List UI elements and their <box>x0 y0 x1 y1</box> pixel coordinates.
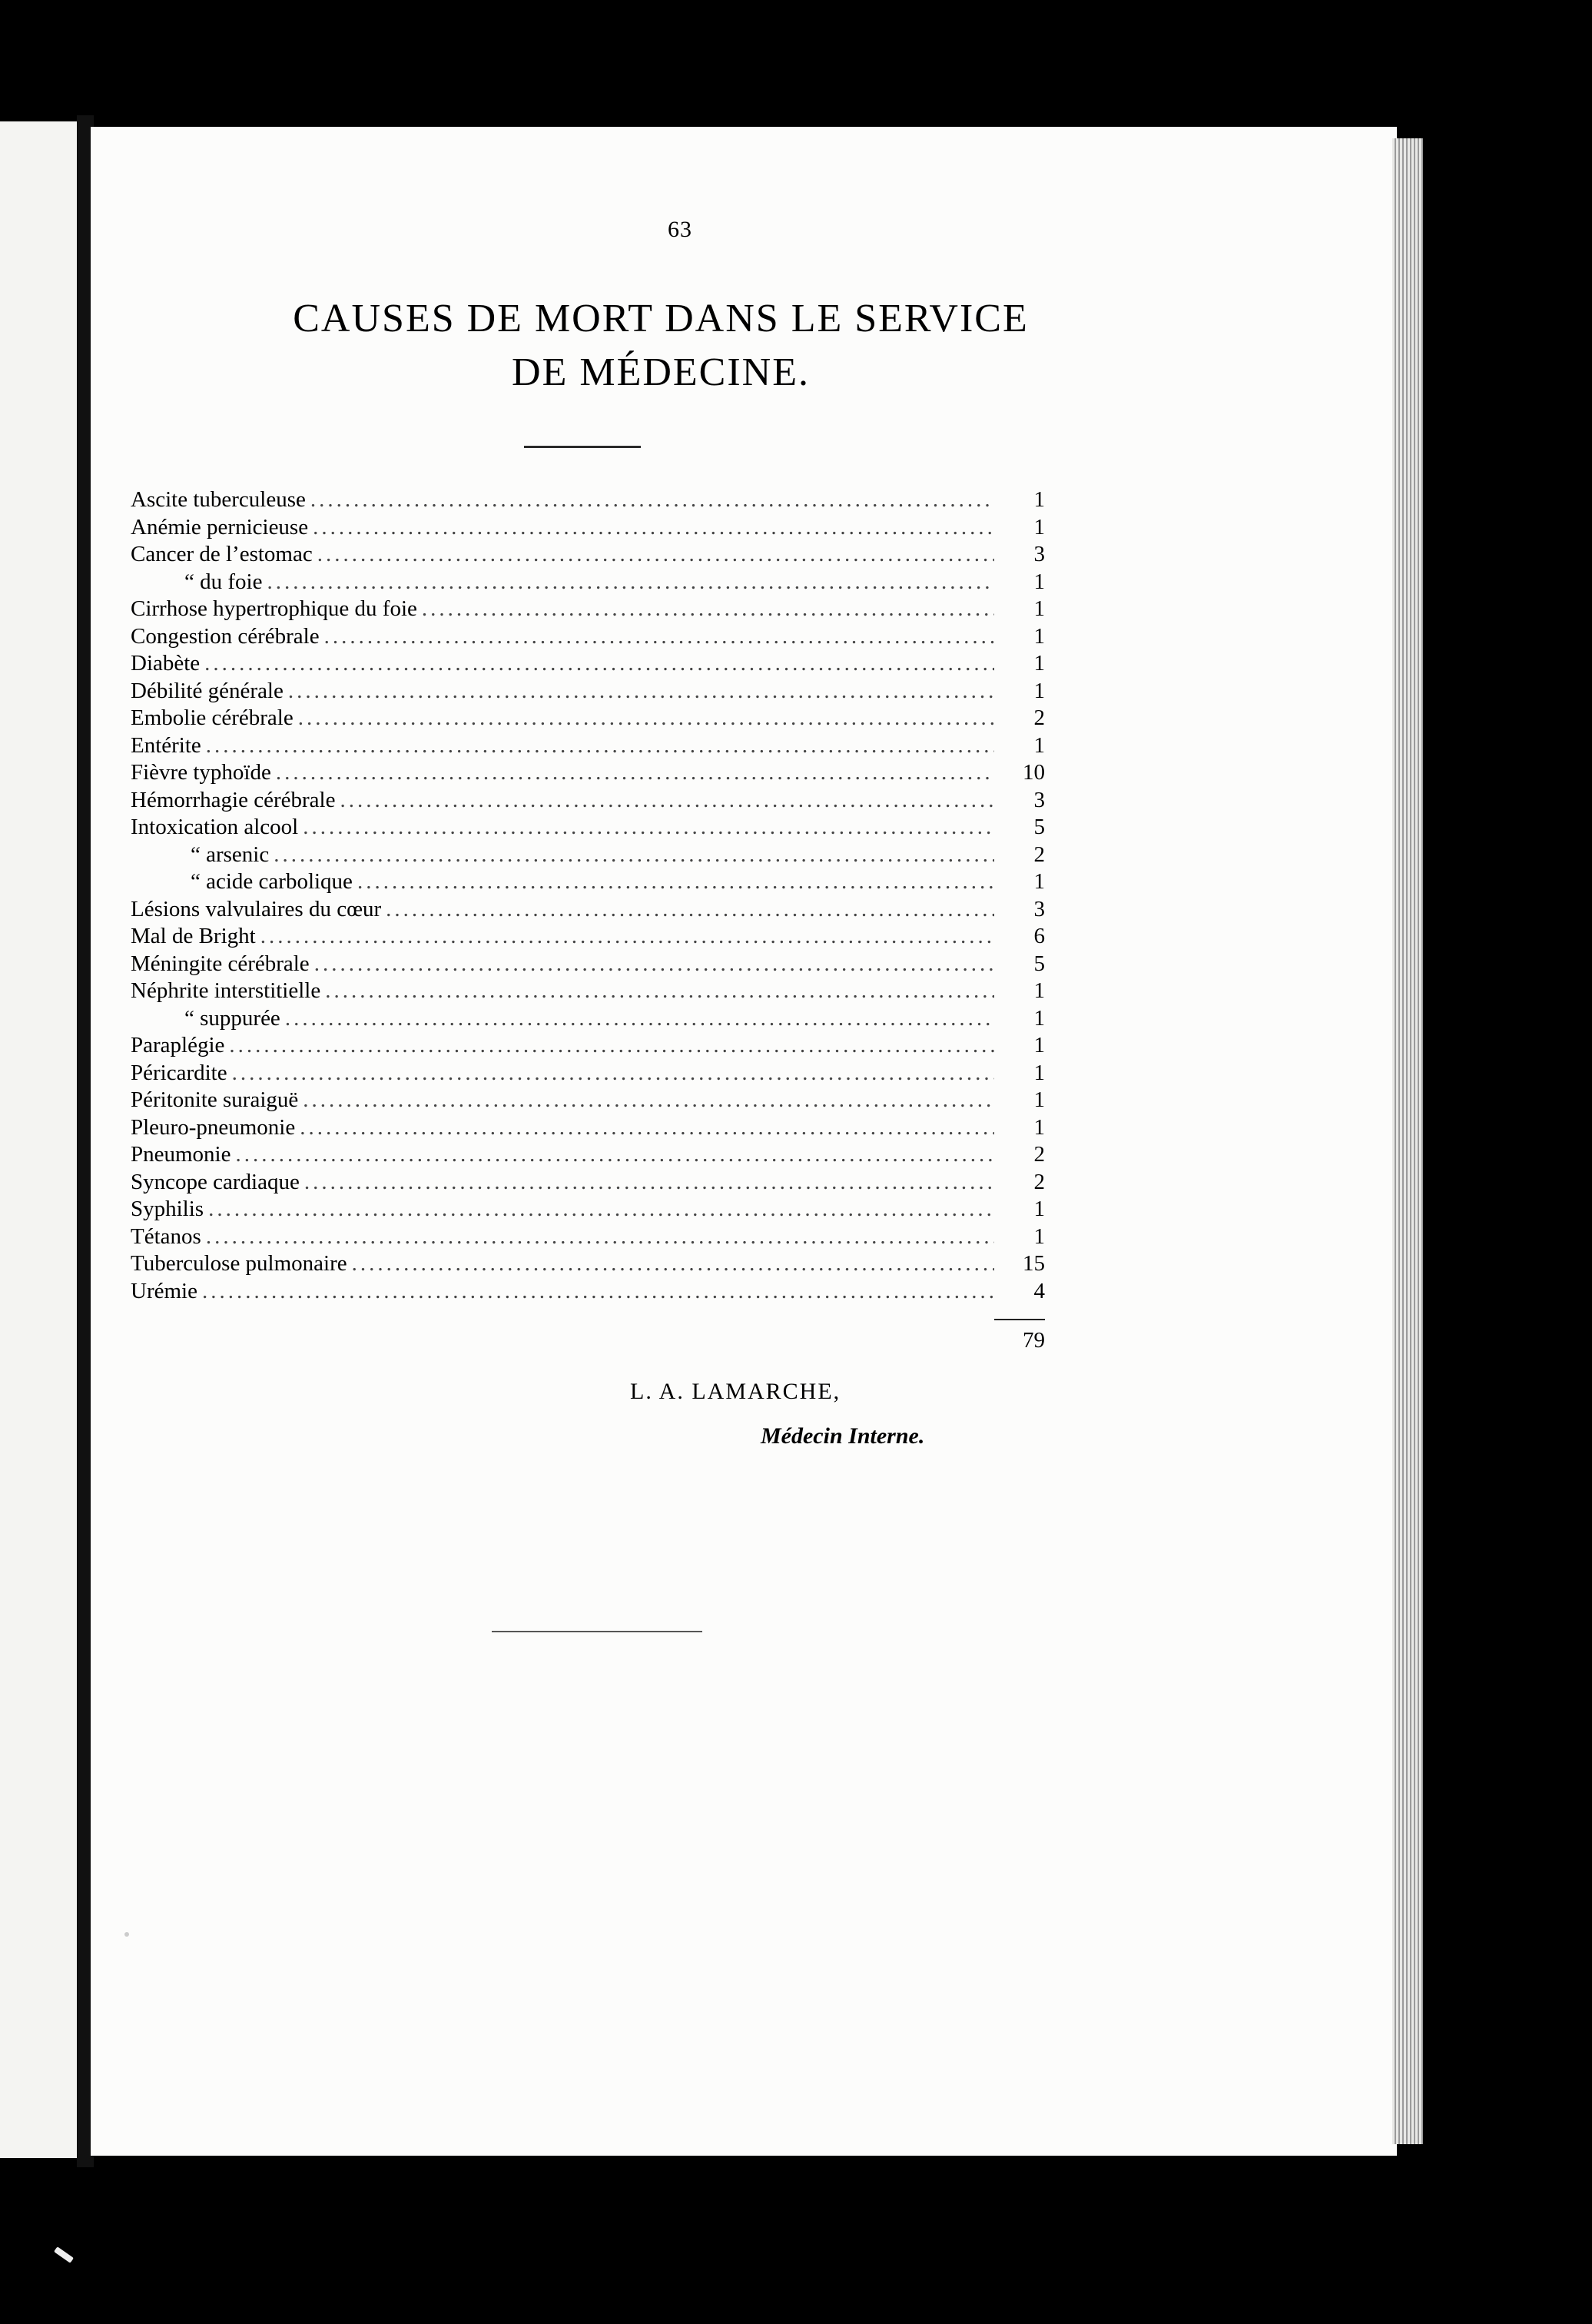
list-item <box>131 1197 1045 1224</box>
entry-label: Fièvre typhoïde <box>131 760 271 785</box>
dot-leader <box>324 624 994 649</box>
entry-count: 1 <box>1033 596 1045 621</box>
dot-leader <box>340 788 994 813</box>
dot-leader <box>303 1087 994 1113</box>
dot-leader <box>298 706 994 731</box>
list-item <box>131 869 1045 897</box>
sum-rule <box>994 1319 1045 1320</box>
dot-leader <box>422 596 994 622</box>
page-number: 63 <box>668 217 692 242</box>
entry-label: Syphilis <box>131 1197 204 1221</box>
list-item <box>131 733 1045 761</box>
entry-count: 1 <box>1033 869 1045 894</box>
entry-count: 1 <box>1033 1005 1045 1031</box>
list-item <box>131 1087 1045 1115</box>
entry-count: 1 <box>1033 569 1045 594</box>
dot-leader <box>204 651 994 676</box>
facing-page-edge <box>0 121 77 2158</box>
list-item <box>131 760 1045 788</box>
entry-count: 1 <box>1033 1060 1045 1085</box>
list-item <box>131 1279 1045 1306</box>
list-item <box>131 651 1045 679</box>
dot-leader <box>314 951 994 977</box>
entry-count: 2 <box>1033 842 1045 867</box>
dot-leader <box>274 842 994 868</box>
entry-count: 10 <box>1023 760 1045 785</box>
signature-role: Médecin Interne. <box>761 1423 925 1449</box>
dot-leader <box>313 515 994 540</box>
entry-count: 1 <box>1033 678 1045 703</box>
list-item <box>131 924 1045 951</box>
list-item <box>131 679 1045 706</box>
entry-label: Ascite tuberculeuse <box>131 487 306 512</box>
entry-label: Méningite cérébrale <box>131 951 310 976</box>
entry-count: 2 <box>1033 1169 1045 1194</box>
entry-count: 1 <box>1033 1087 1045 1112</box>
entry-label: Péritonite suraiguë <box>131 1087 299 1112</box>
dot-leader <box>206 1224 994 1250</box>
list-item <box>131 815 1045 842</box>
dot-leader <box>260 924 994 949</box>
entry-count: 1 <box>1033 978 1045 1003</box>
total-count: 79 <box>1023 1328 1045 1353</box>
title-divider <box>524 446 641 448</box>
entry-count: 1 <box>1033 1197 1045 1221</box>
dot-leader <box>208 1197 994 1222</box>
entry-count: 1 <box>1033 487 1045 512</box>
entry-label: Anémie pernicieuse <box>131 514 309 540</box>
list-item <box>131 487 1045 515</box>
entry-label: Paraplégie <box>131 1033 225 1057</box>
entry-count: 6 <box>1033 924 1045 948</box>
entry-label: Tétanos <box>131 1223 201 1249</box>
entry-count: 3 <box>1033 896 1045 921</box>
title-line-1: CAUSES DE MORT DANS LE SERVICE <box>293 297 1029 340</box>
closing-divider <box>492 1631 702 1632</box>
dot-leader <box>202 1279 994 1304</box>
entry-count: 3 <box>1033 787 1045 812</box>
list-item <box>131 1006 1045 1034</box>
dot-leader <box>232 1061 994 1086</box>
dot-leader <box>276 760 994 785</box>
list-item <box>131 842 1045 870</box>
list-item <box>131 542 1045 569</box>
entry-count: 1 <box>1033 623 1045 649</box>
list-item <box>131 596 1045 624</box>
list-item <box>131 951 1045 979</box>
entry-label: Urémie <box>131 1278 197 1303</box>
dot-leader <box>285 1006 994 1031</box>
dot-leader <box>310 487 994 513</box>
list-item <box>131 1115 1045 1143</box>
list-item <box>131 515 1045 543</box>
entry-label: Cirrhose hypertrophique du foie <box>131 596 417 621</box>
list-item <box>131 1142 1045 1170</box>
dot-leader <box>229 1033 994 1058</box>
signature-name: L. A. LAMARCHE, <box>630 1379 841 1404</box>
list-item <box>131 897 1045 925</box>
causes-list <box>131 487 1045 1306</box>
list-item <box>131 1251 1045 1279</box>
list-item <box>131 706 1045 733</box>
list-item <box>131 978 1045 1006</box>
list-item <box>131 569 1045 597</box>
dot-leader <box>317 542 994 567</box>
dot-leader <box>267 569 994 595</box>
entry-count: 1 <box>1033 732 1045 758</box>
dot-leader <box>352 1251 994 1277</box>
entry-label: Intoxication alcool <box>131 815 299 839</box>
entry-count: 2 <box>1033 706 1045 730</box>
dust-speck <box>124 1932 129 1937</box>
entry-label: Congestion cérébrale <box>131 623 320 649</box>
dot-leader <box>357 869 994 895</box>
entry-label: Entérite <box>131 732 201 758</box>
entry-count: 1 <box>1033 1033 1045 1057</box>
entry-count: 1 <box>1033 1114 1045 1140</box>
title-line-2: DE MÉDECINE. <box>512 350 810 394</box>
entry-label: “ suppurée <box>184 1005 280 1031</box>
dot-leader <box>300 1115 994 1140</box>
entry-label: Tuberculose pulmonaire <box>131 1251 347 1276</box>
dot-leader <box>288 679 994 704</box>
entry-count: 5 <box>1033 815 1045 839</box>
entry-count: 1 <box>1033 1223 1045 1249</box>
dot-leader <box>386 897 994 922</box>
dot-leader <box>303 815 994 840</box>
entry-count: 1 <box>1033 514 1045 540</box>
entry-label: “ acide carbolique <box>191 869 353 894</box>
entry-count: 2 <box>1033 1142 1045 1167</box>
entry-count: 3 <box>1033 542 1045 566</box>
entry-label: Hémorrhagie cérébrale <box>131 787 336 812</box>
entry-count: 5 <box>1033 951 1045 976</box>
dot-leader <box>236 1142 995 1167</box>
entry-label: Péricardite <box>131 1060 227 1085</box>
dust-speck <box>54 2246 74 2263</box>
entry-label: Néphrite interstitielle <box>131 978 321 1003</box>
entry-label: Lésions valvulaires du cœur <box>131 896 382 921</box>
page-title <box>123 292 1199 400</box>
list-item <box>131 1224 1045 1252</box>
entry-label: Cancer de l’estomac <box>131 542 313 566</box>
entry-count: 15 <box>1023 1251 1045 1276</box>
entry-label: Débilité générale <box>131 678 284 703</box>
entry-count: 1 <box>1033 651 1045 676</box>
entry-count: 4 <box>1033 1278 1045 1303</box>
page-stack-edge <box>1392 138 1423 2144</box>
dot-leader <box>304 1170 994 1195</box>
entry-label: Syncope cardiaque <box>131 1169 300 1194</box>
dot-leader <box>325 978 994 1004</box>
entry-label: Pleuro-pneumonie <box>131 1114 296 1140</box>
list-item <box>131 788 1045 815</box>
entry-label: Embolie cérébrale <box>131 706 294 730</box>
entry-label: “ arsenic <box>191 842 270 867</box>
list-item <box>131 1170 1045 1197</box>
dot-leader <box>206 733 994 759</box>
entry-label: Pneumonie <box>131 1142 231 1167</box>
entry-label: “ du foie <box>184 569 263 594</box>
entry-label: Mal de Bright <box>131 924 256 948</box>
entry-label: Diabète <box>131 651 201 676</box>
list-item <box>131 1061 1045 1088</box>
list-item <box>131 1033 1045 1061</box>
list-item <box>131 624 1045 652</box>
